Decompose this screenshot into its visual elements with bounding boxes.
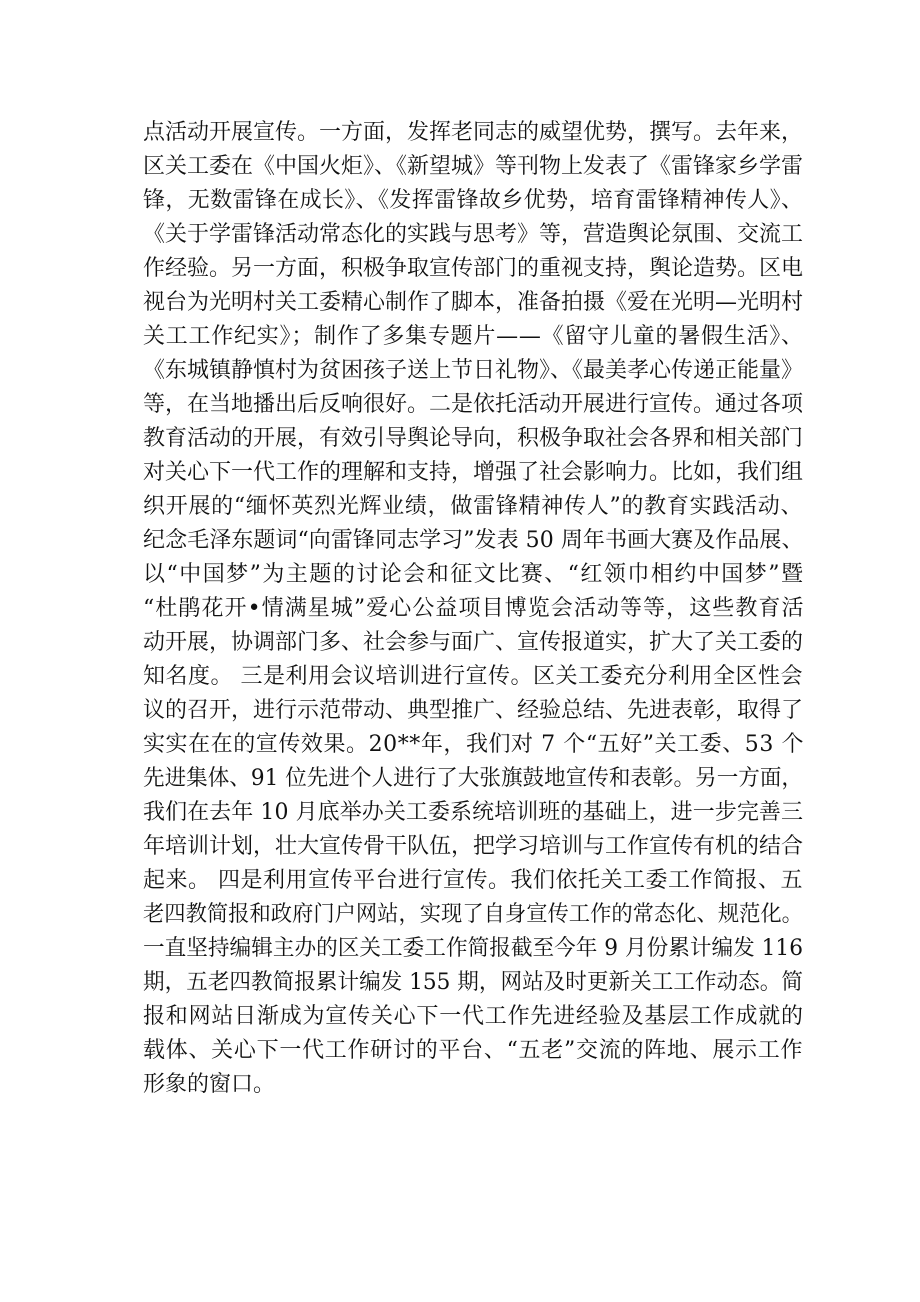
text-line: 年培训计划，壮大宣传骨干队伍，把学习培训与工作宣传有机的结合 [143, 834, 804, 859]
text-line: 点活动开展宣传。一方面，发挥老同志的威望优势，撰写。去年来， [143, 120, 804, 145]
text-line: 等，在当地播出后反响很好。二是依托活动开展进行宣传。通过各项 [143, 392, 804, 417]
text-line: 一直坚持编辑主办的区关工委工作简报截至今年 9 月份累计编发 116 [143, 936, 803, 961]
text-line: 关工工作纪实》；制作了多集专题片——《留守儿童的暑假生活》、 [143, 324, 804, 349]
text-line: 区关工委在《中国火炬》、《新望城》等刊物上发表了《雷锋家乡学雷 [143, 154, 804, 179]
text-line: 议的召开，进行示范带动、典型推广、经验总结、先进表彰，取得了 [143, 698, 804, 723]
text-line: 作经验。另一方面，积极争取宣传部门的重视支持，舆论造势。区电 [143, 256, 804, 281]
text-line: 《关于学雷锋活动常态化的实践与思考》等，营造舆论氛围、交流工 [143, 222, 804, 247]
text-line: 纪念毛泽东题词“向雷锋同志学习”发表 50 周年书画大赛及作品展、 [143, 528, 804, 553]
text-line: 我们在去年 10 月底举办关工委系统培训班的基础上，进一步完善三 [143, 800, 804, 825]
text-line: 锋，无数雷锋在成长》、《发挥雷锋故乡优势，培育雷锋精神传人》、 [143, 188, 804, 213]
text-line: 载体、关心下一代工作研讨的平台、“五老”交流的阵地、展示工作 [143, 1038, 804, 1063]
text-line: 起来。 四是利用宣传平台进行宣传。我们依托关工委工作简报、五 [143, 868, 803, 893]
text-line: 期，五老四教简报累计编发 155 期，网站及时更新关工工作动态。简 [143, 970, 803, 995]
text-line: 老四教简报和政府门户网站，实现了自身宣传工作的常态化、规范化。 [143, 902, 803, 927]
text-line: 报和网站日渐成为宣传关心下一代工作先进经验及基层工作成就的 [143, 1004, 804, 1029]
text-line: 以“中国梦”为主题的讨论会和征文比赛、“红领巾相约中国梦”暨 [143, 562, 805, 587]
text-line: 教育活动的开展，有效引导舆论导向，积极争取社会各界和相关部门 [143, 426, 804, 451]
text-line: 形象的窗口。 [143, 1072, 276, 1097]
text-line: 动开展，协调部门多、社会参与面广、宣传报道实，扩大了关工委的 [143, 630, 804, 655]
text-line: 织开展的“缅怀英烈光辉业绩，做雷锋精神传人”的教育实践活动、 [143, 494, 804, 519]
text-line: 先进集体、91 位先进个人进行了大张旗鼓地宣传和表彰。另一方面， [143, 766, 804, 791]
body-paragraph [143, 116, 803, 1102]
text-line: 对关心下一代工作的理解和支持，增强了社会影响力。比如，我们组 [143, 460, 804, 485]
text-line: 知名度。 三是利用会议培训进行宣传。区关工委充分利用全区性会 [143, 664, 803, 689]
text-line: 实实在在的宣传效果。20**年，我们对 7 个“五好”关工委、53 个 [143, 732, 805, 757]
text-line: 视台为光明村关工委精心制作了脚本，准备拍摄《爱在光明—光明村 [143, 290, 804, 315]
text-line: “杜鹃花开•情满星城”爱心公益项目博览会活动等等，这些教育活 [143, 596, 805, 621]
text-line: 《东城镇静慎村为贫困孩子送上节日礼物》、《最美孝心传递正能量》 [143, 358, 804, 383]
